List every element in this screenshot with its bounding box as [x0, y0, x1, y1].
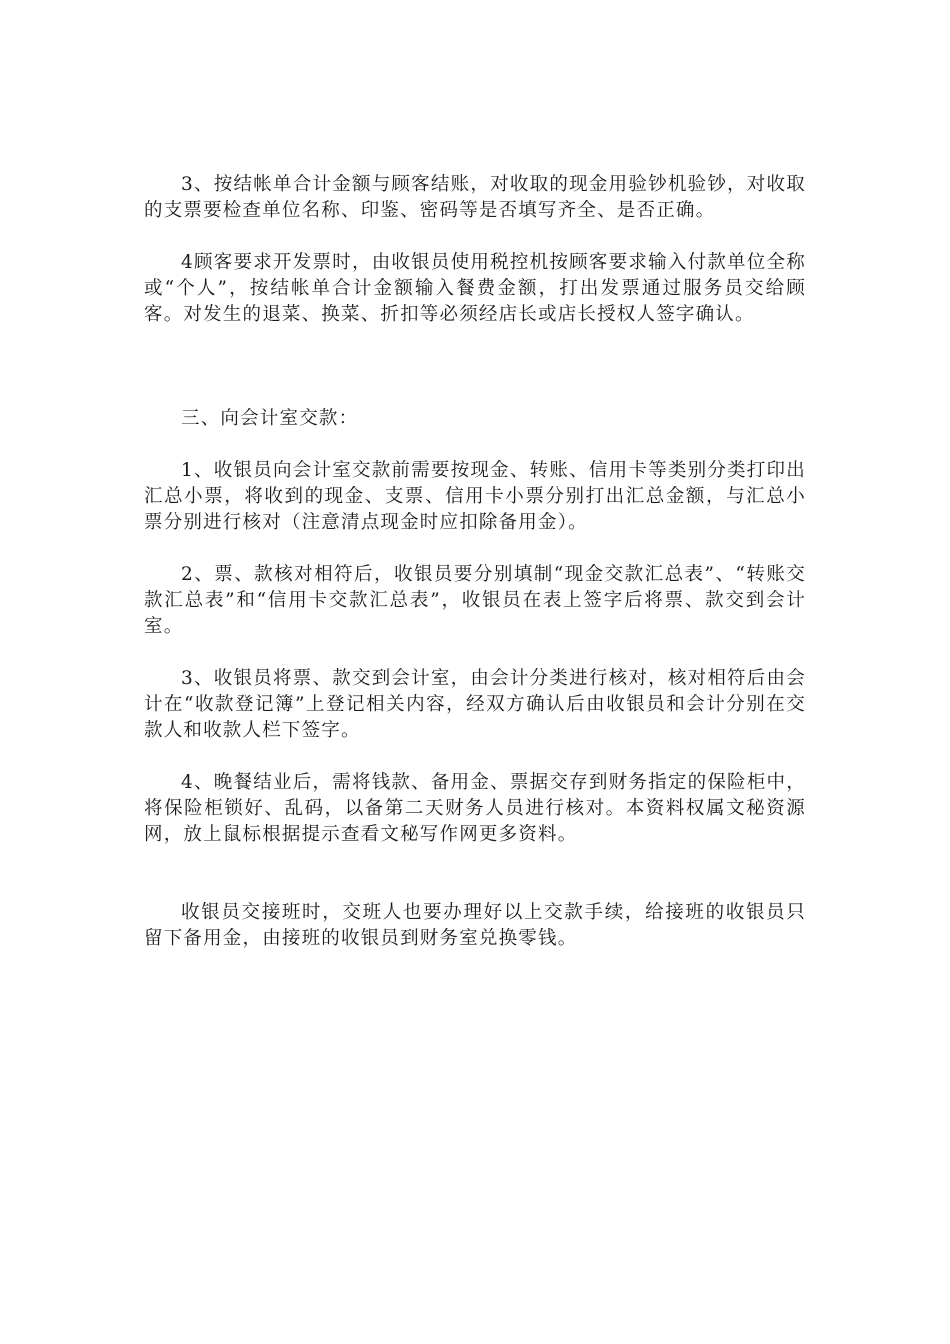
paragraph-safe-storage: 4、晚餐结业后，需将钱款、备用金、票据交存到财务指定的保险柜中，将保险柜锁好、乱码，以备第二天财务人员进行核对。本资料权属文秘资源网，放上鼠标根据提示查看文秘写作网更多资料。 — [144, 772, 806, 845]
paragraph-accounting-verification: 3、收银员将票、款交到会计室，由会计分类进行核对，核对相符后由会计在“收款登记簿”上登记相关内容，经双方确认后由收银员和会计分别在交款人和收款人栏下签字。 — [144, 668, 806, 741]
paragraph-checkout-settlement: 3、按结帐单合计金额与顾客结账，对收取的现金用验钞机验钞，对收取的支票要检查单位名称、印鉴、密码等是否填写齐全、是否正确。 — [144, 174, 806, 221]
paragraph-invoice-issuing: 4顾客要求开发票时，由收银员使用税控机按顾客要求输入付款单位全称或“个人”，按结帐单合计金额输入餐费金额，打出发票通过服务员交给顾客。对发生的退菜、换菜、折扣等必须经店长或店长授权人签字确认。 — [144, 252, 806, 325]
paragraph-summary-receipts: 1、收银员向会计室交款前需要按现金、转账、信用卡等类别分类打印出汇总小票，将收到的现金、支票、信用卡小票分别打出汇总金额，与汇总小票分别进行核对（注意清点现金时应扣除备用金）。 — [144, 460, 806, 533]
paragraph-fill-summary-forms: 2、票、款核对相符后，收银员要分别填制“现金交款汇总表”、“转账交款汇总表”和“信用卡交款汇总表”，收银员在表上签字后将票、款交到会计室。 — [144, 564, 806, 637]
section-heading-payment-to-accounting: 三、向会计室交款： — [181, 408, 359, 429]
document-page — [144, 172, 806, 952]
paragraph-shift-handover: 收银员交接班时，交班人也要办理好以上交款手续，给接班的收银员只留下备用金，由接班的收银员到财务室兑换零钱。 — [144, 902, 806, 949]
